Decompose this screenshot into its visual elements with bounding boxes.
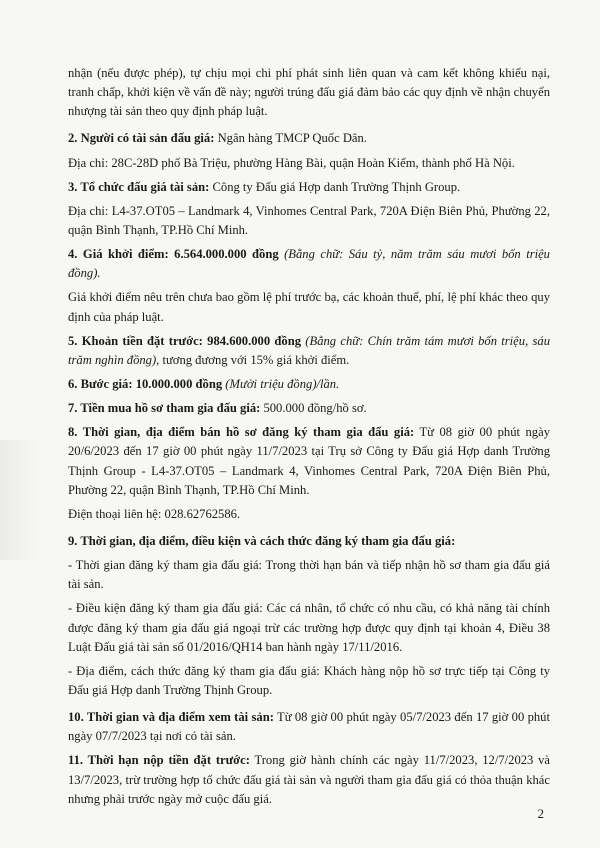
section-2-value: Ngân hàng TMCP Quốc Dân. — [214, 131, 367, 146]
section-2-label: 2. Người có tài sản đấu giá: — [68, 131, 215, 146]
section-11 — [68, 751, 550, 808]
section-4-label: 4. Giá khởi điểm: 6.564.000.000 đồng — [68, 247, 279, 262]
section-8-label: 8. Thời gian, địa điểm bán hồ sơ đăng ký tham gia đấu giá: — [68, 425, 415, 440]
section-3 — [68, 178, 550, 197]
section-10 — [68, 708, 550, 746]
section-11-value: Trong giờ hành chính các ngày 11/7/2023, 12/7/2023 và 13/7/2023, trừ trường hợp tổ chức đấu giá tài sản và người tham gia đấu giá có thỏa thuận khác nhưng phải trước ngày mở cuộc đấu giá. — [68, 753, 551, 806]
section-9 — [68, 532, 550, 551]
section-10-value: Từ 08 giờ 00 phút ngày 05/7/2023 đến 17 giờ 00 phút ngày 07/7/2023 tại nơi có tài sản. — [68, 710, 550, 744]
section-6 — [68, 375, 550, 394]
section-8-value: Từ 08 giờ 00 phút ngày 20/6/2023 đến 17 giờ 00 phút ngày 11/7/2023 tại Trụ sở Công ty Đấu giá Hợp danh Trường Thịnh Group - L4-37.OT05 – Landmark 4, Vinhomes Central Park, 720A Điện Biên Phủ, Phường 22, quận Bình Thạnh, TP.Hồ Chí Minh. — [68, 425, 550, 497]
document-body — [68, 64, 550, 814]
section-7 — [68, 399, 550, 418]
section-6-label: 6. Bước giá: 10.000.000 đồng — [68, 376, 223, 391]
section-7-value: 500.000 đồng/hồ sơ. — [260, 401, 367, 416]
section-2-address: Địa chỉ: 28C-28D phố Bà Triệu, phường Hàng Bài, quận Hoàn Kiếm, thành phố Hà Nội. — [68, 155, 515, 170]
section-2 — [68, 129, 550, 148]
section-8 — [68, 423, 550, 500]
scan-stain — [0, 440, 40, 560]
section-9-conditions: - Điều kiện đăng ký tham gia đấu giá: Các cá nhân, tổ chức có nhu cầu, có khả năng tài chính được đăng ký tham gia đấu giá ngoại trừ các trường hợp được quy định tại khoản 4, Điều 38 Luật Đấu giá tài sản số 01/2016/QH14 ban hành ngày 17/11/2016. — [68, 601, 550, 654]
section-9-place: - Địa điểm, cách thức đăng ký tham gia đấu giá: Khách hàng nộp hồ sơ trực tiếp tại Công ty Đấu giá Hợp danh Trường Thịnh Group. — [68, 663, 550, 697]
intro-paragraph: nhận (nếu được phép), tự chịu mọi chi phí phát sinh liên quan và cam kết không khiếu nại, tranh chấp, khởi kiện về vấn đề này; người trúng đấu giá đảm bảo các quy định về nhận chuyển nhượng tài sản theo quy định pháp luật. — [68, 66, 550, 119]
section-3-address: Địa chỉ: L4-37.OT05 – Landmark 4, Vinhomes Central Park, 720A Điện Biên Phủ, Phường 22, quận Bình Thạnh, TP.Hồ Chí Minh. — [68, 203, 550, 237]
section-4 — [68, 245, 550, 283]
section-9-time: - Thời gian đăng ký tham gia đấu giá: Trong thời hạn bán và tiếp nhận hồ sơ tham gia đấu giá tài sản. — [68, 558, 550, 592]
section-4-words: (Bằng chữ: Sáu tỷ, năm trăm sáu mươi bốn triệu đồng). — [68, 247, 550, 281]
section-11-label: 11. Thời hạn nộp tiền đặt trước: — [68, 753, 250, 768]
page-number: 2 — [537, 806, 544, 821]
section-5-rest: tương đương với 15% giá khởi điểm. — [159, 352, 350, 367]
section-5 — [68, 332, 550, 370]
section-10-label: 10. Thời gian và địa điểm xem tài sản: — [68, 710, 274, 725]
section-3-label: 3. Tổ chức đấu giá tài sản: — [68, 179, 210, 194]
section-7-label: 7. Tiền mua hồ sơ tham gia đấu giá: — [68, 401, 261, 416]
section-3-value: Công ty Đấu giá Hợp danh Trường Thịnh Group. — [209, 179, 461, 194]
section-6-words: (Mười triệu đồng)/lần. — [222, 376, 340, 391]
section-8-phone: Điện thoại liên hệ: 028.62762586. — [68, 506, 241, 521]
section-9-label: 9. Thời gian, địa điểm, điều kiện và cách thức đăng ký tham gia đấu giá: — [68, 533, 456, 548]
section-4-note: Giá khởi điểm nêu trên chưa bao gồm lệ phí trước bạ, các khoản thuế, phí, lệ phí khác theo quy định của pháp luật. — [68, 290, 550, 324]
section-5-label: 5. Khoản tiền đặt trước: 984.600.000 đồng — [68, 333, 302, 348]
section-5-words: (Bằng chữ: Chín trăm tám mươi bốn triệu, sáu trăm nghìn đồng), — [68, 333, 550, 367]
